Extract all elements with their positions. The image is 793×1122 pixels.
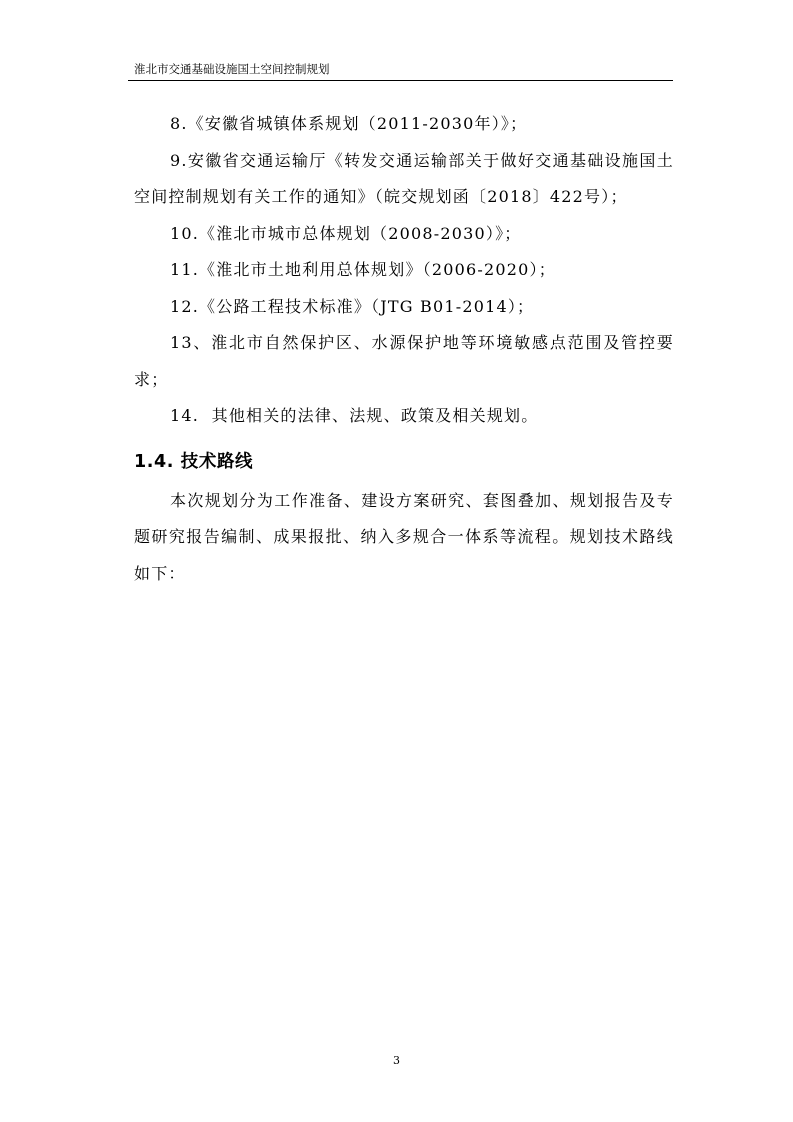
page-number: 3 [393,1054,400,1067]
reference-item-11: 11.《淮北市土地利用总体规划》（2006-2020）； [170,260,556,279]
reference-item-13: 13、淮北市自然保护区、水源保护地等环境敏感点范围及管控要求； [134,333,674,389]
header-title: 淮北市交通基础设施国土空间控制规划 [134,62,330,76]
section-heading: 1.4. 技术路线 [134,451,254,472]
page-header [128,60,673,81]
reference-item-10: 10.《淮北市城市总体规划（2008-2030）》； [170,223,522,243]
section-paragraph: 本次规划分为工作准备、建设方案研究、套图叠加、规划报告及专题研究报告编制、成果报批、纳入多规合一体系等流程。规划技术路线如下： [134,490,674,583]
document-body [134,106,674,592]
reference-item-8: 8.《安徽省城镇体系规划（2011-2030年）》； [170,114,528,133]
reference-item-9: 9.安徽省交通运输厅《转发交通运输部关于做好交通基础设施国土空间控制规划有关工作的通知》（皖交规划函〔2018〕422号）； [134,150,674,206]
reference-item-14: 14. 其他相关的法律、法规、政策及相关规划。 [170,406,539,425]
reference-item-12: 12.《公路工程技术标准》（JTG B01-2014）； [170,296,535,316]
